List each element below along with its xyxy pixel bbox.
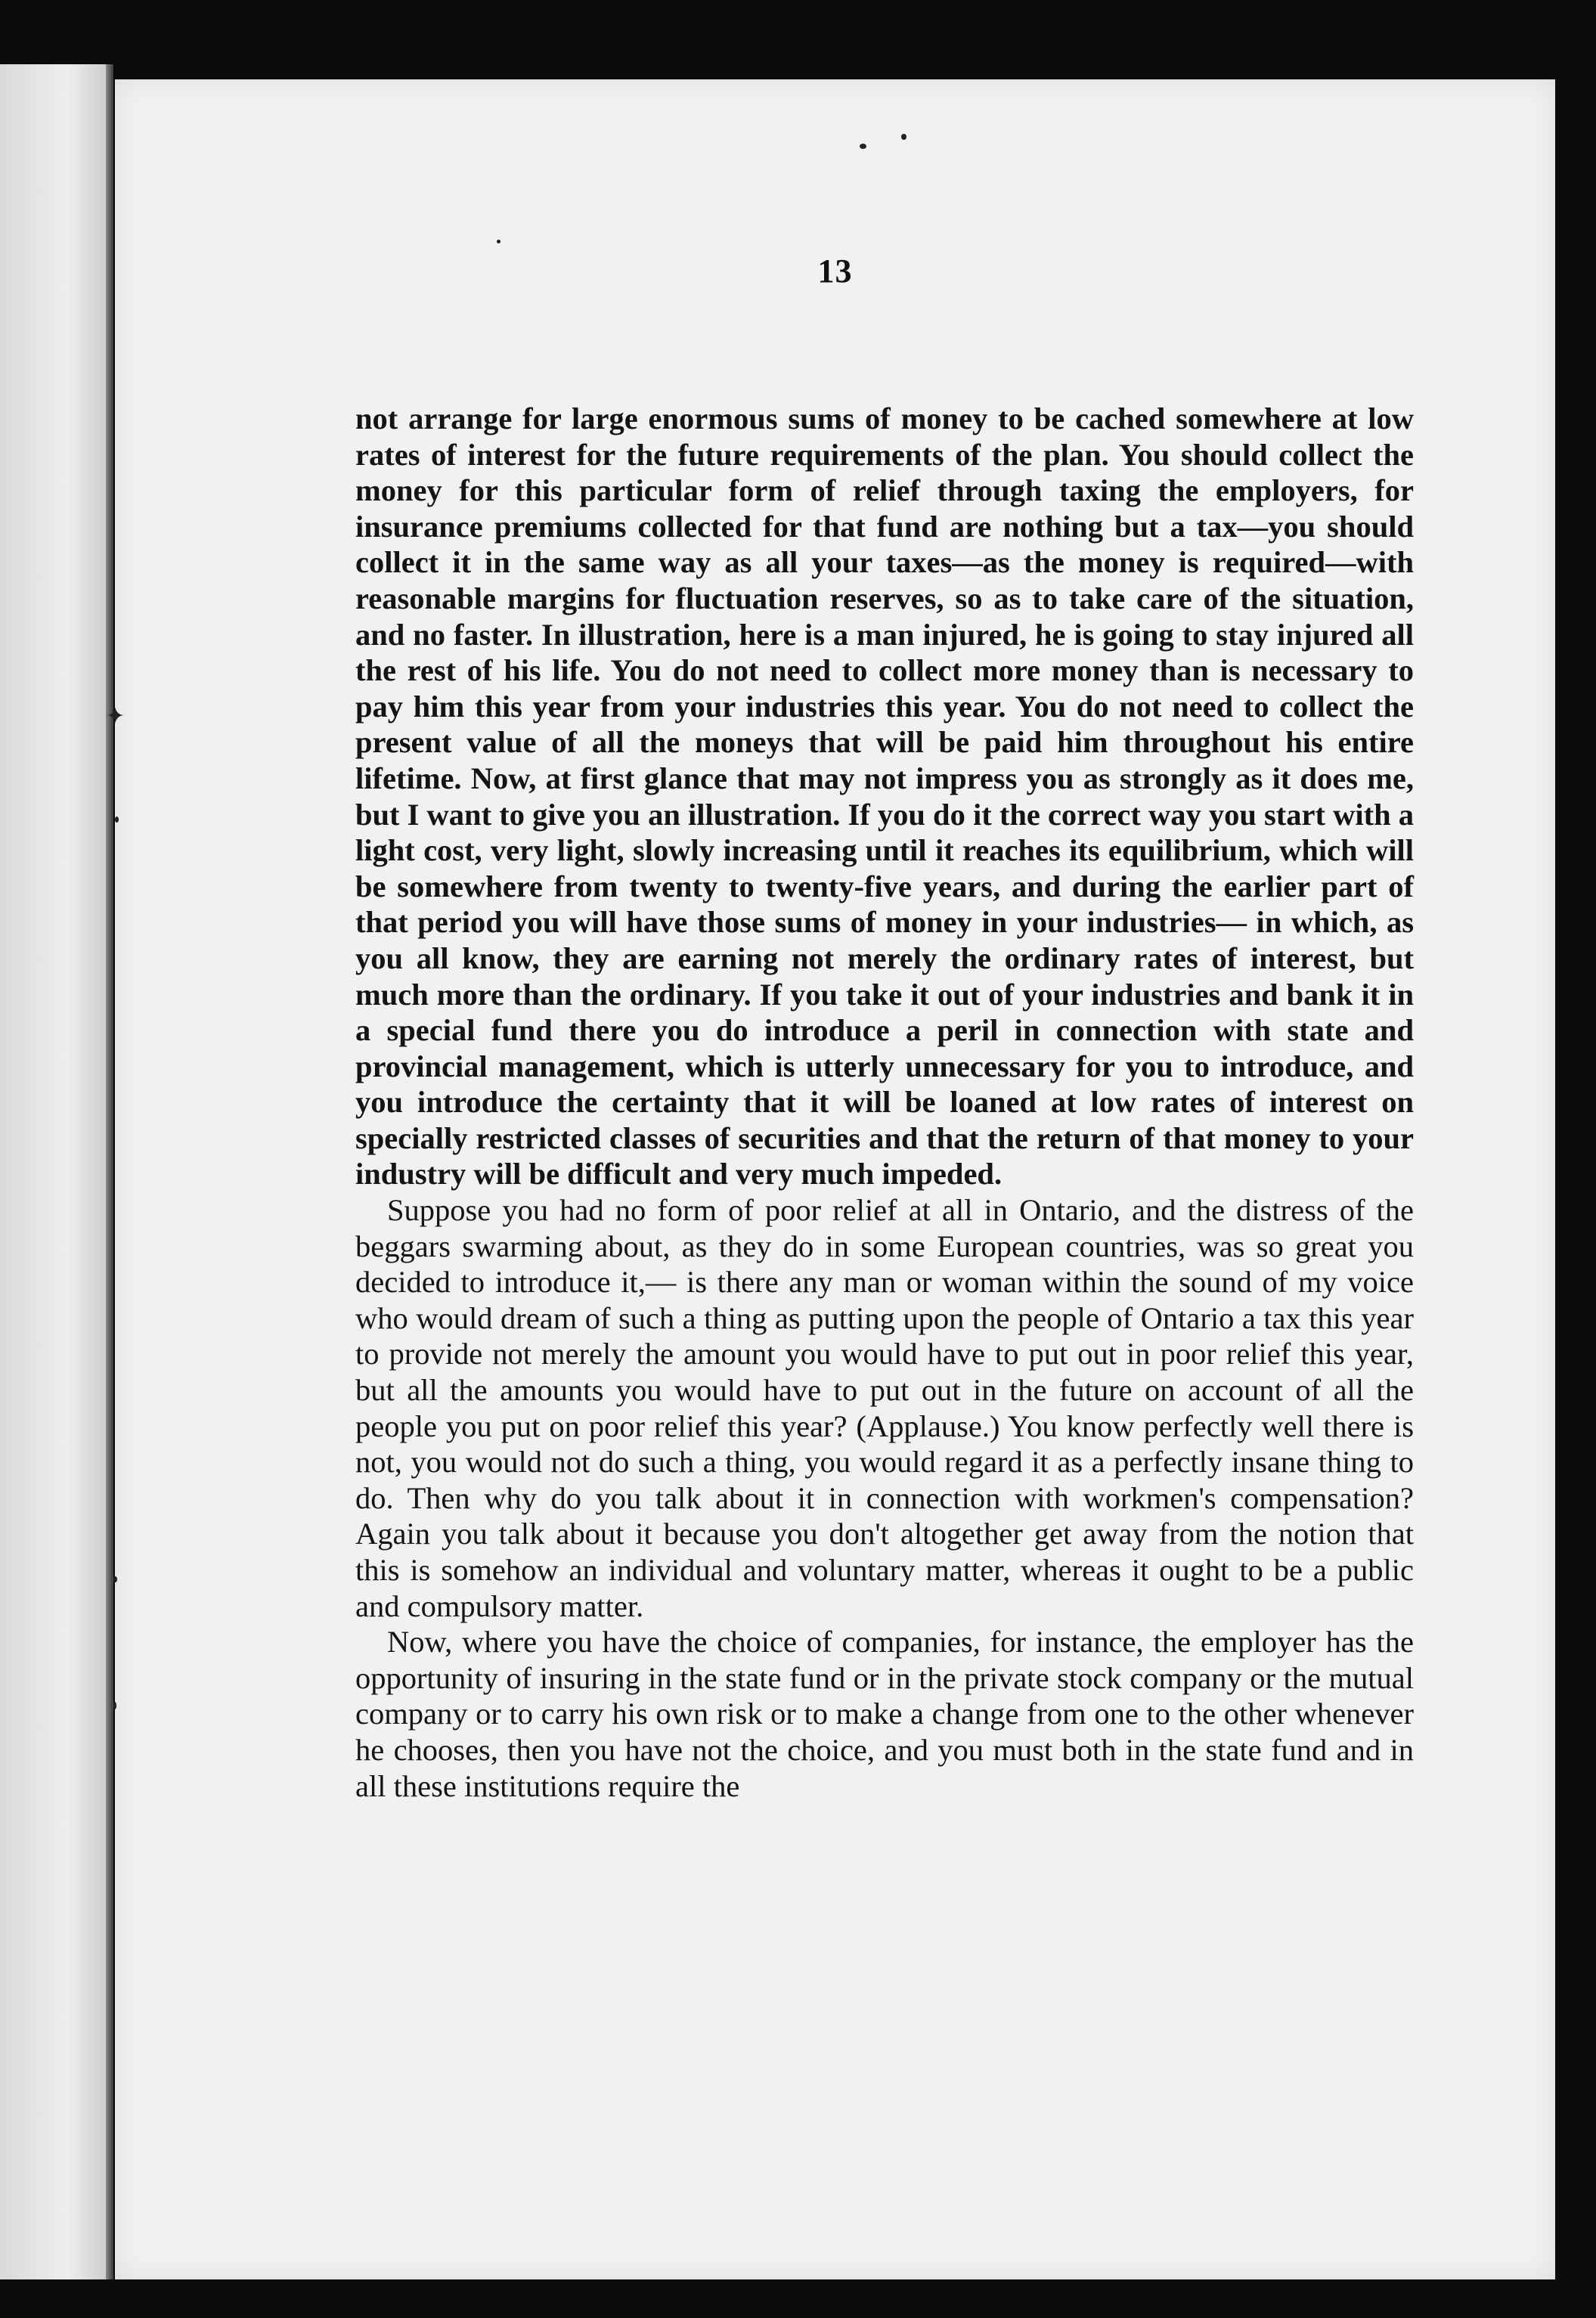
document-page: [106, 79, 1555, 2279]
margin-dot: [115, 817, 119, 823]
scan-speck: [497, 240, 500, 243]
page-number: 13: [817, 253, 853, 290]
body-text: [355, 401, 1414, 1804]
scan-speck: [901, 134, 906, 140]
previous-page-edge: [0, 64, 113, 2279]
scan-speck: [860, 144, 866, 149]
margin-dot: [113, 1702, 116, 1709]
margin-dot: [113, 1576, 117, 1582]
paragraph: not arrange for large enormous sums of money to be cached somewhere at low rates of interest for the future requirements of the plan. You should collect the money for this particular form of relief through taxing the employers, for insurance premiums collected for that fund are nothing but a tax—you should collect it in the same way as all your taxes—as the money is required—with reasonable margins for fluctuation reserves, so as to take care of the situation, and no faster. In illustration, here is a man injured, he is going to stay injured all the rest of his life. You do not need to collect more money than is necessary to pay him this year from your industries this year. You do not need to collect the present value of all the moneys that will be paid him throughout his entire lifetime. Now, at first glance that may not impress you as strongly as it does me, but I want to give you an illustration. If you do it the correct way you start with a light cost, very light, slowly increasing until it reaches its equilibrium, which will be somewhere from twenty to twenty-five years, and during the earlier part of that period you will have those sums of money in your industries— in which, as you all know, they are earning not merely the ordinary rates of interest, but much more than the ordinary. If you take it out of your industries and bank it in a special fund there you do introduce a peril in connection with state and provincial management, which is utterly unnecessary for you to introduce, and you introduce the certainty that it will be loaned at low rates of interest on specially restricted classes of securities and that the return of that money to your industry will be difficult and very much impeded.: [355, 401, 1414, 1192]
paragraph: Now, where you have the choice of companies, for instance, the employer has the opportunity of insuring in the state fund or in the private stock company or the mutual company or to carry his own risk or to make a change from one to the other whenever he chooses, then you have not the choice, and you must both in the state fund and in all these institutions require the: [355, 1625, 1414, 1803]
page-fold-shadow: [106, 64, 113, 2279]
margin-mark-cross: ✦: [106, 704, 126, 729]
paragraph: Suppose you had no form of poor relief at all in Ontario, and the distress of the beggars swarming about, as they do in some European countries, was so great you decided to introduce it,— is there any man or woman within the sound of my voice who would dream of such a thing as putting upon the people of Ontario a tax this year to provide not merely the amount you would have to put out in poor relief this year, but all the amounts you would have to put out in the future on account of all the people you put on poor relief this year? (Applause.) You know perfectly well there is not, you would not do such a thing, you would regard it as a perfectly insane thing to do. Then why do you talk about it in connection with workmen's compensation? Again you talk about it because you don't altogether get away from the notion that this is somehow an individual and voluntary matter, whereas it ought to be a public and compulsory matter.: [355, 1193, 1414, 1623]
